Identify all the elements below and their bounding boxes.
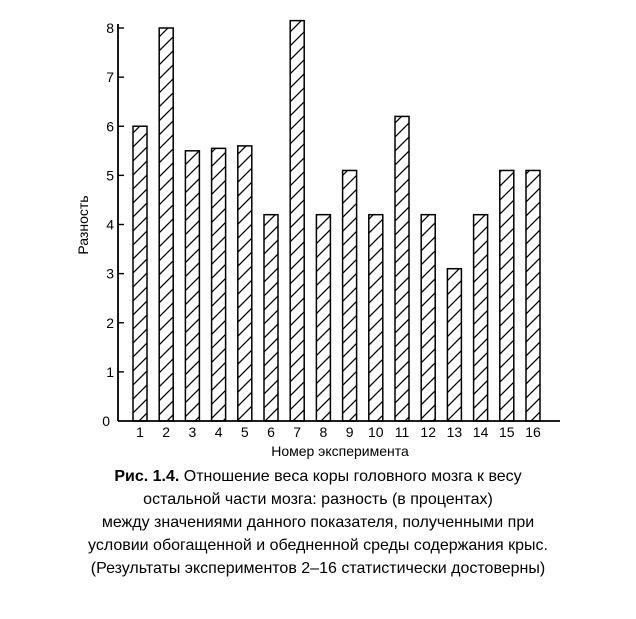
caption-label: Рис. 1.4. (114, 468, 180, 485)
bar-15 (500, 170, 514, 421)
x-tick-label-5: 5 (240, 424, 249, 440)
caption-line-3: между значениями данного показателя, полученными при (101, 514, 535, 531)
y-tick-label-2: 2 (106, 314, 114, 331)
bar-5 (238, 146, 252, 421)
bar-10 (369, 215, 383, 421)
bar-13 (447, 269, 461, 421)
x-tick-label-10: 10 (368, 424, 384, 440)
x-tick-label-4: 4 (214, 424, 223, 440)
caption-line-4: условии обогащенной и обедненной среды содержания крыс. (88, 537, 548, 554)
bar-2 (159, 28, 173, 421)
x-tick-label-14: 14 (472, 424, 489, 440)
y-axis-title: Разность (75, 195, 91, 255)
x-axis-title: Номер эксперимента (271, 443, 409, 459)
x-tick-label-12: 12 (420, 424, 436, 440)
bar-3 (185, 151, 199, 421)
caption-line-2: остальной части мозга: разность (в процентах) (143, 491, 493, 508)
y-tick-label-6: 6 (106, 118, 114, 135)
x-tick-label-15: 15 (499, 424, 515, 440)
y-tick-label-4: 4 (106, 216, 114, 233)
y-axis-tick-labels (102, 20, 114, 429)
bar-12 (421, 215, 435, 421)
x-tick-label-6: 6 (267, 424, 275, 440)
y-tick-label-0: 0 (102, 413, 110, 429)
bar-8 (316, 215, 330, 421)
bar-14 (474, 215, 488, 421)
x-tick-label-11: 11 (394, 424, 410, 440)
x-tick-label-9: 9 (345, 424, 354, 440)
bar-16 (526, 170, 540, 421)
bar-6 (264, 215, 278, 421)
y-tick-label-8: 8 (106, 20, 114, 36)
caption-text-1: Отношение веса коры головного мозга к весу (183, 468, 522, 485)
bar-11 (395, 116, 409, 421)
figure-caption (0, 465, 636, 580)
bar-1 (133, 126, 147, 421)
bar-9 (343, 170, 357, 421)
caption-line-1 (0, 465, 636, 488)
bar-4 (212, 148, 226, 421)
x-tick-label-3: 3 (188, 424, 197, 440)
y-tick-label-3: 3 (106, 265, 114, 282)
y-tick-label-7: 7 (106, 69, 114, 86)
x-tick-label-7: 7 (293, 424, 302, 440)
bars (133, 21, 540, 421)
x-tick-label-13: 13 (446, 424, 463, 440)
x-tick-label-1: 1 (136, 424, 144, 440)
x-tick-label-16: 16 (525, 424, 541, 440)
x-axis-tick-labels (136, 424, 541, 440)
x-tick-label-8: 8 (319, 424, 328, 440)
y-tick-label-1: 1 (106, 363, 114, 380)
y-tick-label-5: 5 (106, 167, 114, 184)
x-tick-label-2: 2 (162, 424, 171, 440)
caption-line-5: (Результаты экспериментов 2–16 статистически достоверны) (90, 560, 546, 577)
bar-7 (290, 21, 304, 421)
